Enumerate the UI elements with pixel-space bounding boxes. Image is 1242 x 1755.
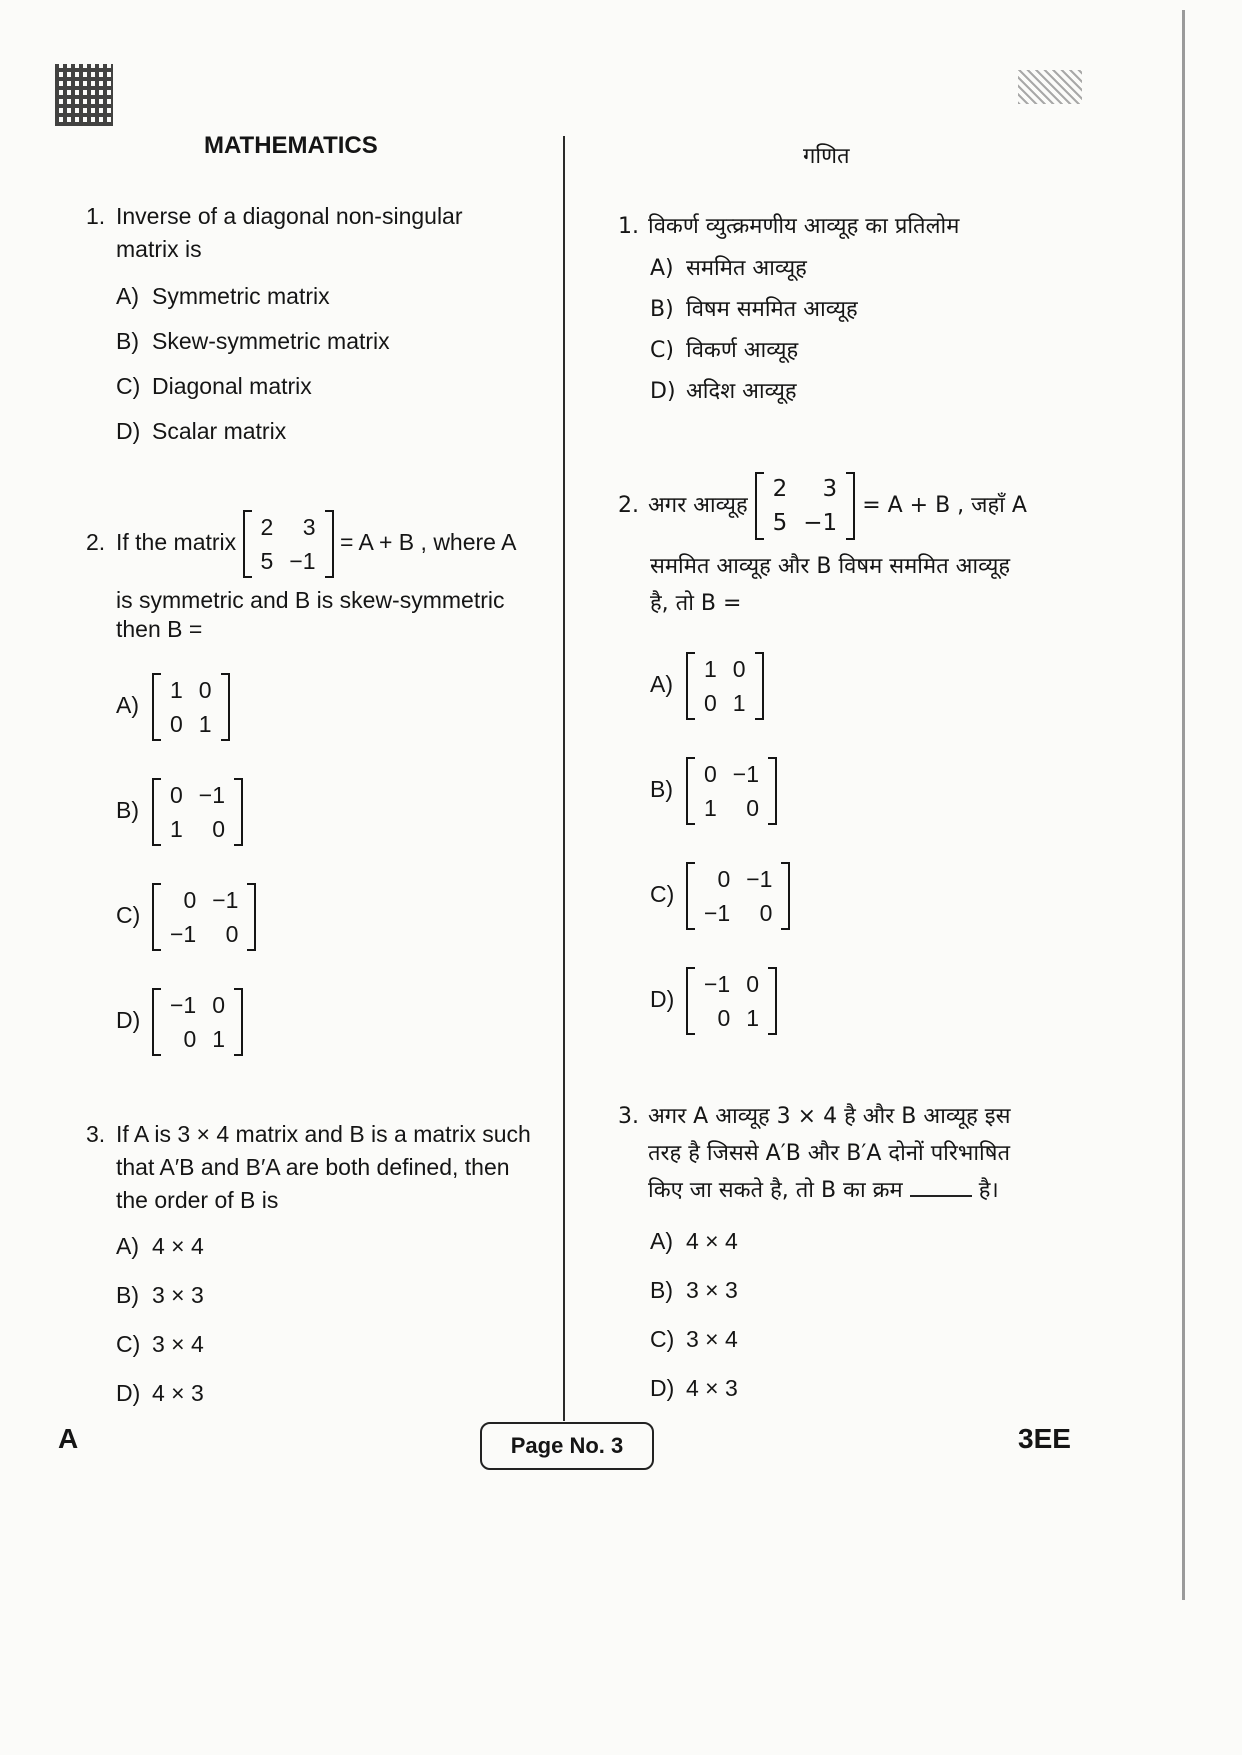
- right-q2-option-c[interactable]: C) 0 −1 −1 0: [650, 862, 790, 930]
- answer-blank: [910, 1177, 972, 1197]
- left-q2-option-d[interactable]: D) −1 0 0 1: [116, 988, 243, 1056]
- qr-code-icon: [55, 64, 113, 126]
- left-q2-matrix: 2 3 5 −1: [243, 510, 334, 578]
- left-q1-option-b[interactable]: B) Skew-symmetric matrix: [116, 328, 390, 354]
- barcode-mark-icon: [1018, 70, 1082, 104]
- column-divider: [563, 136, 565, 1421]
- left-q2-line2: is symmetric and B is skew-symmetric: [116, 587, 505, 613]
- left-q2-option-c[interactable]: C) 0 −1 −1 0: [116, 883, 256, 951]
- left-q3-option-c[interactable]: C) 3 × 4: [116, 1331, 204, 1357]
- left-q3-option-d[interactable]: D) 4 × 3: [116, 1380, 204, 1406]
- right-q2-line3: है, तो B =: [650, 591, 742, 616]
- left-q3-option-b[interactable]: B) 3 × 3: [116, 1282, 204, 1308]
- right-q3-option-a[interactable]: A) 4 × 4: [650, 1228, 738, 1254]
- right-q1-option-b[interactable]: B) विषम सममित आव्यूह: [650, 297, 858, 322]
- booklet-series: A: [58, 1423, 79, 1454]
- page-edge-line: [1182, 10, 1185, 1600]
- right-q1-option-c[interactable]: C) विकर्ण आव्यूह: [650, 338, 799, 363]
- right-q1-option-d[interactable]: D) अदिश आव्यूह: [650, 379, 797, 404]
- right-q3-option-b[interactable]: B) 3 × 3: [650, 1277, 738, 1303]
- left-q2-option-b[interactable]: B) 0 −1 1 0: [116, 778, 243, 846]
- left-q2-option-a[interactable]: A) 1 0 0 1: [116, 673, 230, 741]
- right-q3: 3. अगर A आव्यूह 3 × 4 है और B आव्यूह इस तरह है जिससे A′B और B′A दोनों परिभाषित किए जा सकते है, तो B का क्रम है।: [618, 1104, 1011, 1203]
- paper-code: 3EE: [1018, 1423, 1071, 1454]
- left-q1: 1. Inverse of a diagonal non-singular matrix is: [86, 203, 463, 262]
- left-q1-option-c[interactable]: C) Diagonal matrix: [116, 373, 312, 399]
- left-q3: 3. If A is 3 × 4 matrix and B is a matrix such that A′B and B′A are both defined, then the order of B is: [86, 1121, 531, 1213]
- right-q3-option-c[interactable]: C) 3 × 4: [650, 1326, 738, 1352]
- right-q2-option-d[interactable]: D) −1 0 0 1: [650, 967, 777, 1035]
- right-q2-option-b[interactable]: B) 0 −1 1 0: [650, 757, 777, 825]
- right-q2-matrix: 2 3 5 −1: [755, 472, 856, 540]
- left-q3-option-a[interactable]: A) 4 × 4: [116, 1233, 204, 1259]
- subject-title-hi: गणित: [803, 144, 850, 169]
- subject-title-en: MATHEMATICS: [204, 132, 378, 159]
- right-q2-option-a[interactable]: A) 1 0 0 1: [650, 652, 764, 720]
- left-q1-option-a[interactable]: A) Symmetric matrix: [116, 283, 330, 309]
- left-q2-line3: then B =: [116, 616, 203, 642]
- right-q3-option-d[interactable]: D) 4 × 3: [650, 1375, 738, 1401]
- page-number: Page No. 3: [480, 1422, 654, 1470]
- right-q2: 2. अगर आव्यूह 2 3 5 −1 = A + B , जहाँ A: [618, 472, 1027, 540]
- right-q2-line2: सममित आव्यूह और B विषम सममित आव्यूह: [650, 554, 1011, 579]
- right-q1-option-a[interactable]: A) सममित आव्यूह: [650, 256, 807, 281]
- left-q1-option-d[interactable]: D) Scalar matrix: [116, 418, 287, 444]
- left-q2: 2. If the matrix 2 3 5 −1 = A + B , where A: [86, 510, 516, 578]
- right-q1: 1. विकर्ण व्युत्क्रमणीय आव्यूह का प्रतिलोम: [618, 214, 960, 239]
